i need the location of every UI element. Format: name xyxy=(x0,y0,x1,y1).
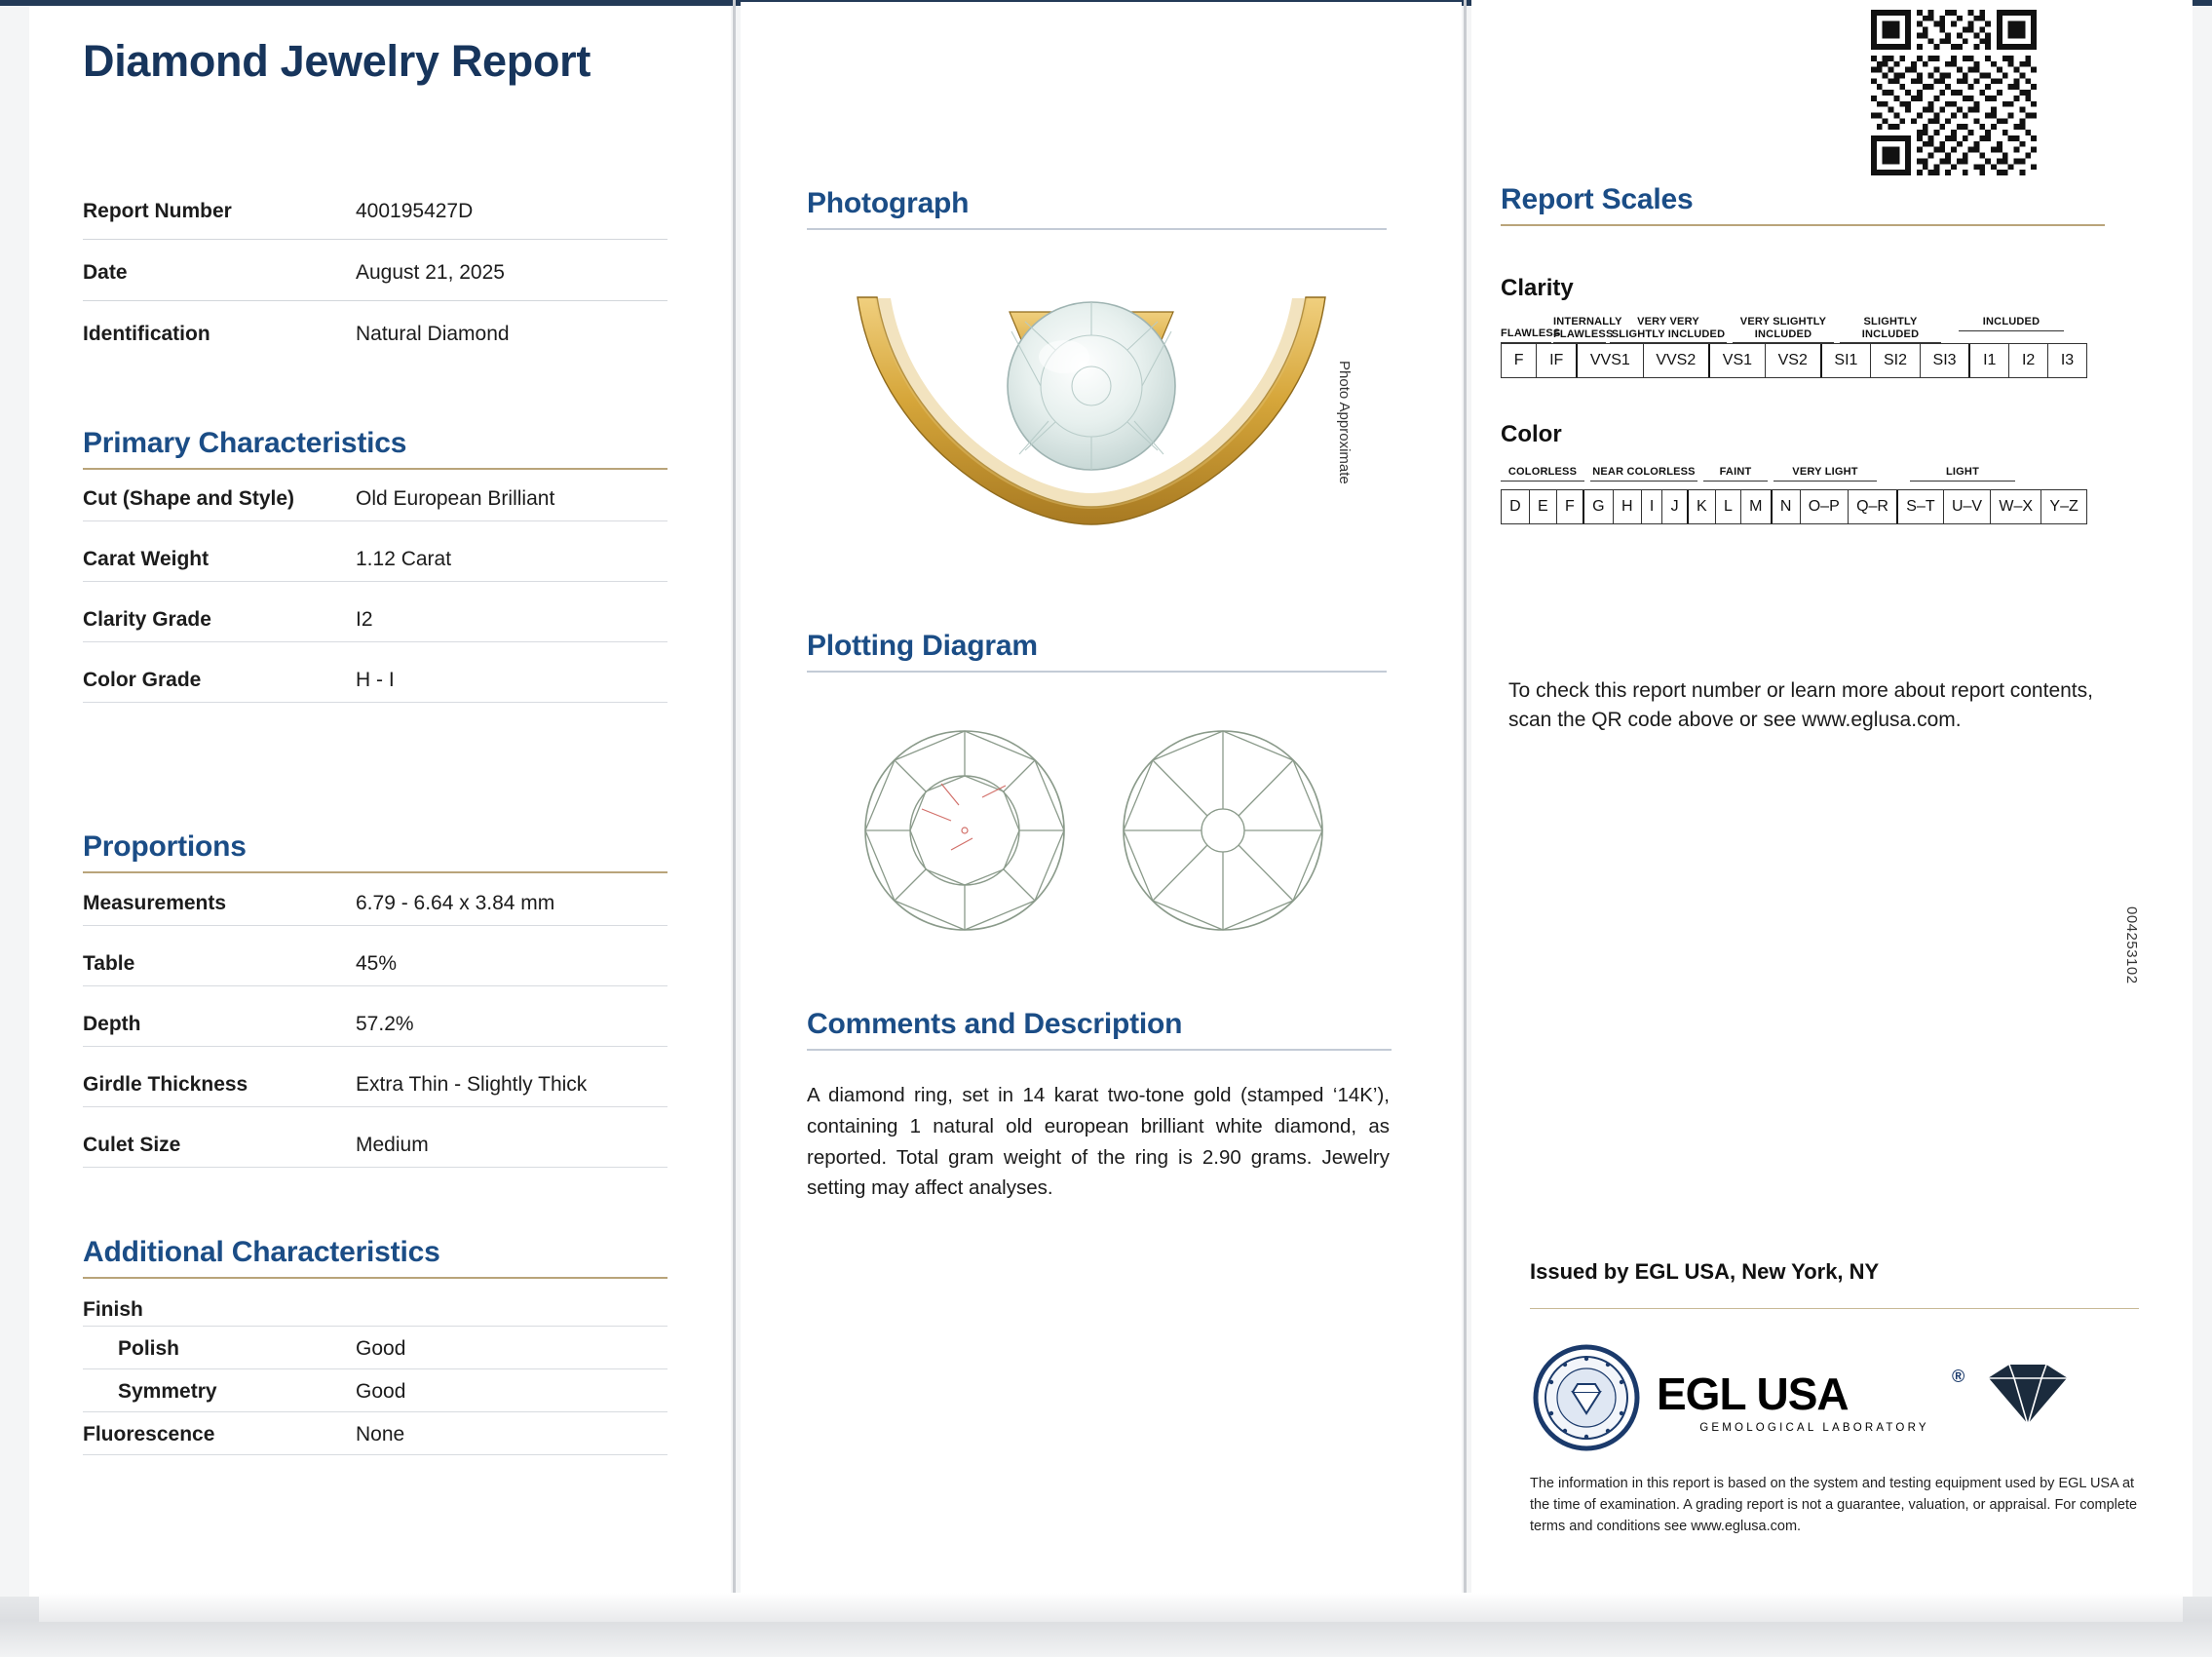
color-grade-G: G xyxy=(1584,490,1614,523)
row-cut-label: Cut (Shape and Style) xyxy=(83,487,295,510)
row-clarity xyxy=(83,598,677,659)
logo-wordmark: EGL USA xyxy=(1657,1368,1849,1419)
section-rule xyxy=(1501,224,2105,226)
color-cat-very-light: VERY LIGHT xyxy=(1773,466,1877,482)
row-girdle-label: Girdle Thickness xyxy=(83,1073,248,1096)
logo-subtitle: GEMOLOGICAL LABORATORY xyxy=(1699,1422,1929,1434)
row-fluorescence-value: None xyxy=(356,1423,405,1445)
row-measurements xyxy=(83,882,677,943)
clarity-cat-internally-flawless: INTERNALLY FLAWLESS xyxy=(1553,316,1606,343)
proportions-list xyxy=(83,882,677,1184)
row-polish-value: Good xyxy=(356,1337,406,1360)
diamond-logo-graphic xyxy=(1988,1365,2068,1425)
disclaimer-text: The information in this report is based on the system and testing equipment used by EGL USA at the time of examination. A grading report is not a guarantee, valuation, or appraisal. For complete terms and conditions see www.eglusa.com. xyxy=(1530,1476,2138,1534)
row-fluorescence xyxy=(83,1419,677,1462)
fold-line-left xyxy=(733,0,736,1618)
row-table-value: 45% xyxy=(356,952,398,975)
color-grade-E: E xyxy=(1530,490,1557,523)
section-comments xyxy=(807,1008,1392,1051)
qr-instruction-text: To check this report number or learn more about report contents, scan the QR code above or see www.eglusa.com. xyxy=(1508,679,2093,732)
photo-approximate-caption: Photo Approximate xyxy=(1336,361,1353,484)
page-title xyxy=(83,37,629,86)
row-depth-label: Depth xyxy=(83,1013,141,1035)
color-scale xyxy=(1501,456,2085,524)
color-grade-I: I xyxy=(1642,490,1663,523)
egl-usa-logo-svg xyxy=(1530,1343,2154,1455)
row-symmetry-label: Symmetry xyxy=(118,1380,217,1403)
row-carat-label: Carat Weight xyxy=(83,548,210,570)
row-carat-value: 1.12 Carat xyxy=(356,548,452,570)
section-rule xyxy=(807,228,1387,230)
section-title: Primary Characteristics xyxy=(83,427,407,459)
color-grade-OP: O–P xyxy=(1801,490,1849,523)
field-date-value: August 21, 2025 xyxy=(356,261,505,284)
section-rule xyxy=(807,671,1387,673)
row-symmetry-value: Good xyxy=(356,1380,406,1403)
field-report-number-value: 400195427D xyxy=(356,200,474,222)
color-grade-UV: U–V xyxy=(1944,490,1991,523)
field-identification-value: Natural Diamond xyxy=(356,323,510,345)
section-proportions xyxy=(83,830,667,873)
row-color-value: H - I xyxy=(356,669,395,691)
row-fluorescence-label: Fluorescence xyxy=(83,1423,215,1445)
row-depth xyxy=(83,1003,677,1063)
row-finish-label: Finish xyxy=(83,1298,143,1321)
row-girdle xyxy=(83,1063,677,1124)
clarity-grade-VS1: VS1 xyxy=(1710,344,1766,377)
row-cut xyxy=(83,478,677,538)
side-serial-number: 004253102 xyxy=(2123,906,2140,984)
color-scale-label: Color xyxy=(1501,421,1562,447)
color-grade-row xyxy=(1501,489,2087,524)
clarity-grade-I1: I1 xyxy=(1970,344,2009,377)
clarity-grade-VVS1: VVS1 xyxy=(1578,344,1643,377)
row-table-label: Table xyxy=(83,952,135,975)
color-grade-K: K xyxy=(1689,490,1716,523)
color-cat-near-colorless: NEAR COLORLESS xyxy=(1590,466,1697,482)
section-photograph xyxy=(807,187,1387,230)
egl-usa-logo xyxy=(1530,1343,2154,1455)
primary-characteristics-list xyxy=(83,478,677,719)
clarity-categories xyxy=(1501,310,2085,343)
color-grade-H: H xyxy=(1614,490,1642,523)
row-carat xyxy=(83,538,677,598)
section-primary-characteristics xyxy=(83,427,667,470)
color-grade-L: L xyxy=(1716,490,1741,523)
clarity-cat-vvs: VERY VERY SLIGHTLY INCLUDED xyxy=(1610,316,1727,343)
clarity-grade-IF: IF xyxy=(1537,344,1578,377)
plotting-diagram xyxy=(858,721,1364,945)
section-title: Plotting Diagram xyxy=(807,630,1038,662)
section-title: Photograph xyxy=(807,187,970,219)
clarity-cat-included: INCLUDED xyxy=(1959,316,2064,331)
ring-photograph xyxy=(819,263,1364,556)
field-report-number-label: Report Number xyxy=(83,200,232,222)
row-polish-label: Polish xyxy=(118,1337,180,1360)
color-grade-D: D xyxy=(1502,490,1530,523)
color-cat-colorless: COLORLESS xyxy=(1501,466,1584,482)
clarity-grade-SI2: SI2 xyxy=(1871,344,1921,377)
row-clarity-value: I2 xyxy=(356,608,373,631)
bottom-edge xyxy=(39,1593,2183,1622)
section-plotting-diagram xyxy=(807,630,1387,673)
section-report-scales xyxy=(1501,183,2105,226)
color-grade-ST: S–T xyxy=(1898,490,1944,523)
color-cat-light: LIGHT xyxy=(1910,466,2015,482)
row-color-label: Color Grade xyxy=(83,669,202,691)
clarity-grade-I3: I3 xyxy=(2060,352,2075,368)
issued-by-text: Issued by EGL USA, New York, NY xyxy=(1530,1259,1880,1284)
row-polish xyxy=(83,1333,677,1376)
row-measurements-value: 6.79 - 6.64 x 3.84 mm xyxy=(356,892,555,914)
color-grade-QR: Q–R xyxy=(1849,490,1898,523)
section-rule xyxy=(83,871,667,873)
plot-pavilion-view xyxy=(1124,731,1322,930)
color-grade-J: J xyxy=(1662,490,1688,523)
clarity-grade-I2: I2 xyxy=(2009,344,2048,377)
qr-code-svg[interactable] xyxy=(1871,10,2037,175)
ring-photo-svg xyxy=(819,263,1364,556)
clarity-scale xyxy=(1501,310,2085,378)
clarity-scale-label: Clarity xyxy=(1501,275,1574,301)
color-cat-faint: FAINT xyxy=(1703,466,1768,482)
additional-characteristics-list xyxy=(83,1289,677,1462)
row-clarity-label: Clarity Grade xyxy=(83,608,211,631)
field-date-label: Date xyxy=(83,261,128,284)
plotting-diagram-svg xyxy=(858,721,1364,945)
row-culet-label: Culet Size xyxy=(83,1134,181,1156)
row-table xyxy=(83,943,677,1003)
section-additional-characteristics xyxy=(83,1236,667,1279)
color-grade-N: N xyxy=(1773,490,1801,523)
clarity-cat-si: SLIGHTLY INCLUDED xyxy=(1840,316,1941,343)
divider xyxy=(83,239,667,240)
section-title: Proportions xyxy=(83,830,247,863)
section-title: Additional Characteristics xyxy=(83,1236,440,1268)
qr-code[interactable] xyxy=(1871,10,2037,175)
divider xyxy=(83,300,667,301)
row-culet-value: Medium xyxy=(356,1134,429,1156)
clarity-grade-VS2: VS2 xyxy=(1766,344,1822,377)
row-girdle-value: Extra Thin - Slightly Thick xyxy=(356,1073,588,1096)
color-grade-WX: W–X xyxy=(1991,490,2041,523)
row-depth-value: 57.2% xyxy=(356,1013,414,1035)
section-title: Report Scales xyxy=(1501,183,1694,215)
section-rule xyxy=(83,468,667,470)
section-title: Comments and Description xyxy=(807,1008,1183,1040)
issued-rule xyxy=(1530,1308,2139,1309)
clarity-grade-row xyxy=(1501,343,2087,378)
page-title-text: Diamond Jewelry Report xyxy=(83,36,591,86)
plot-crown-view xyxy=(865,731,1064,930)
fold-line-right xyxy=(1464,0,1467,1606)
color-categories xyxy=(1501,456,2085,489)
clarity-grade-SI3: SI3 xyxy=(1921,344,1971,377)
section-rule xyxy=(807,1049,1392,1051)
row-cut-value: Old European Brilliant xyxy=(356,487,555,510)
color-grade-F: F xyxy=(1557,490,1584,523)
clarity-grade-SI1: SI1 xyxy=(1822,344,1872,377)
registered-mark: ® xyxy=(1952,1367,1965,1386)
field-identification-label: Identification xyxy=(83,323,210,345)
color-grade-M: M xyxy=(1741,490,1773,523)
row-color xyxy=(83,659,677,719)
comments-text: A diamond ring, set in 14 karat two-tone gold (stamped ‘14K’), containing 1 natural old european brilliant white diamond, as reported. Total gram weight of the ring is 2.90 grams. Jewelry setting may affect analyses. xyxy=(807,1084,1390,1200)
diamond-highlight xyxy=(1039,340,1089,373)
clarity-grade-VVS2: VVS2 xyxy=(1644,344,1710,377)
clarity-grade-F: F xyxy=(1502,344,1537,377)
color-grade-YZ: Y–Z xyxy=(2049,498,2079,515)
clarity-cat-vs: VERY SLIGHTLY INCLUDED xyxy=(1733,316,1834,343)
row-symmetry xyxy=(83,1376,677,1419)
row-measurements-label: Measurements xyxy=(83,892,227,914)
row-culet xyxy=(83,1124,677,1184)
clarity-cat-flawless: FLAWLESS xyxy=(1501,328,1551,343)
row-finish xyxy=(83,1289,677,1333)
section-rule xyxy=(83,1277,667,1279)
